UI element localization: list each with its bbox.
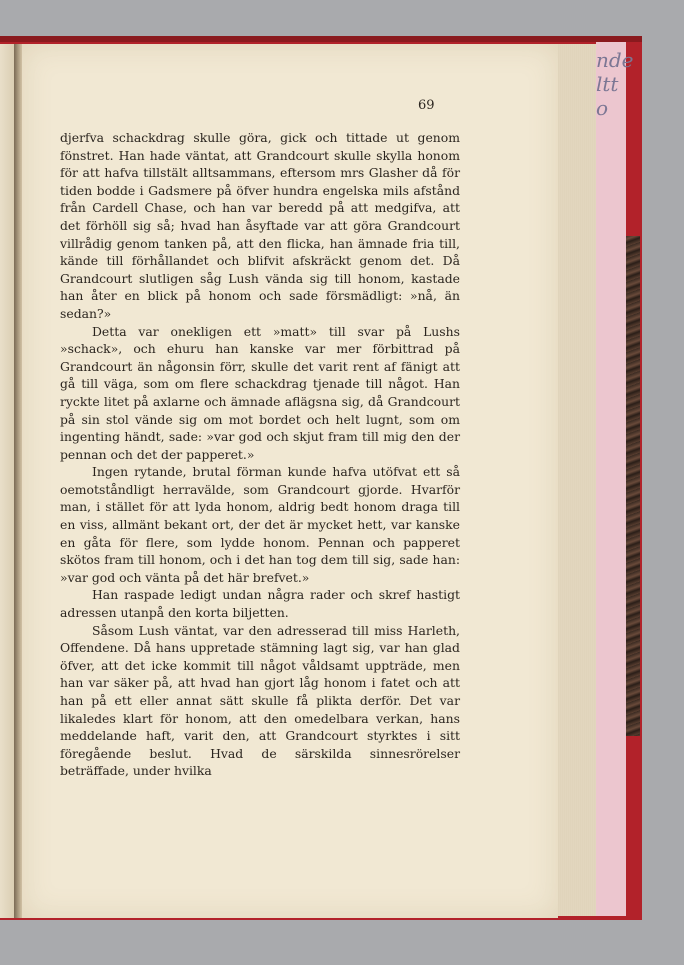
- marbled-edge: [624, 236, 640, 736]
- paragraph-5: Såsom Lush väntat, var den adresserad till miss Harleth, Offendene. Då hans uppretade stämning lagt sig, var han glad öfver, att det icke kommit till något våldsamt uppträde, men han var säker på, att hvad han gjort låg honom i fatet och att han på ett eller annat sätt skulle få plikta derför. Det var likaledes klart för honom, att den omedelbara verkan, hans meddelande haft, varit den, att Grandcourt styrktes i sitt föregående beslut. Hvad de särskilda sinnesrörelser beträffade, under hvilka: [60, 622, 460, 779]
- paragraph-4: Han raspade ledigt undan några rader och skref hastigt adressen utanpå den korta biljetten.: [60, 587, 460, 621]
- page-edges: [556, 44, 596, 916]
- paragraph-3: Ingen rytande, brutal förman kunde hafva utöfvat ett så oemotståndligt herravälde, som Grandcourt gjorde. Hvarför man, i stället för att lyda honom, aldrig bedt honom draga till en viss, allmänt bekant ort, der det är mycket hett, var kanske en gåta för flere, som lydde honom. Pennan och papperet skötos fram till honom, och i det han tog dem till sig, sade han: »var god och vänta på det här brefvet.»: [60, 464, 460, 585]
- handwritten-note: nde ltt o: [596, 48, 634, 120]
- page-number: 69: [418, 98, 435, 113]
- body-text: [60, 129, 460, 780]
- cover-top-edge: [0, 36, 642, 42]
- pink-endpaper: [596, 42, 634, 916]
- paragraph-2: Detta var onekligen ett »matt» till svar på Lushs »schack», och ehuru han kanske var mer förbittrad på Grandcourt än någonsin förr, skulle det varit rent af fänigt att gå till väga, som om flere schackdrag tjenade till något. Han ryckte litet på axlarne och ämnade aflägsna sig, då Grandcourt på sin stol vände sig om mot bordet och helt lugnt, som om ingenting händt, sade: »var god och skjut fram till mig den der pennan och det der papperet.»: [60, 323, 460, 462]
- paragraph-1: djerfva schackdrag skulle göra, gick och tittade ut genom fönstret. Han hade väntat, att Grandcourt skulle skylla honom för att hafva tillstält alltsammans, eftersom mrs Glasher då för tiden bodde i Gadsmere på öfver hundra engelska mils afstånd från Cardell Chase, och han var beredd på att medgifva, att det förhöll sig så; hvad han åsyftade var att göra Grandcourt villrådig genom tanken på, att den flicka, han ämnade fria till, kände till förhållandet och blifvit afskräckt genom det. Då Grandcourt slutligen såg Lush vända sig till honom, kastade han åter en blick på honom och sade försmädligt: »nå, än sedan?»: [60, 130, 460, 321]
